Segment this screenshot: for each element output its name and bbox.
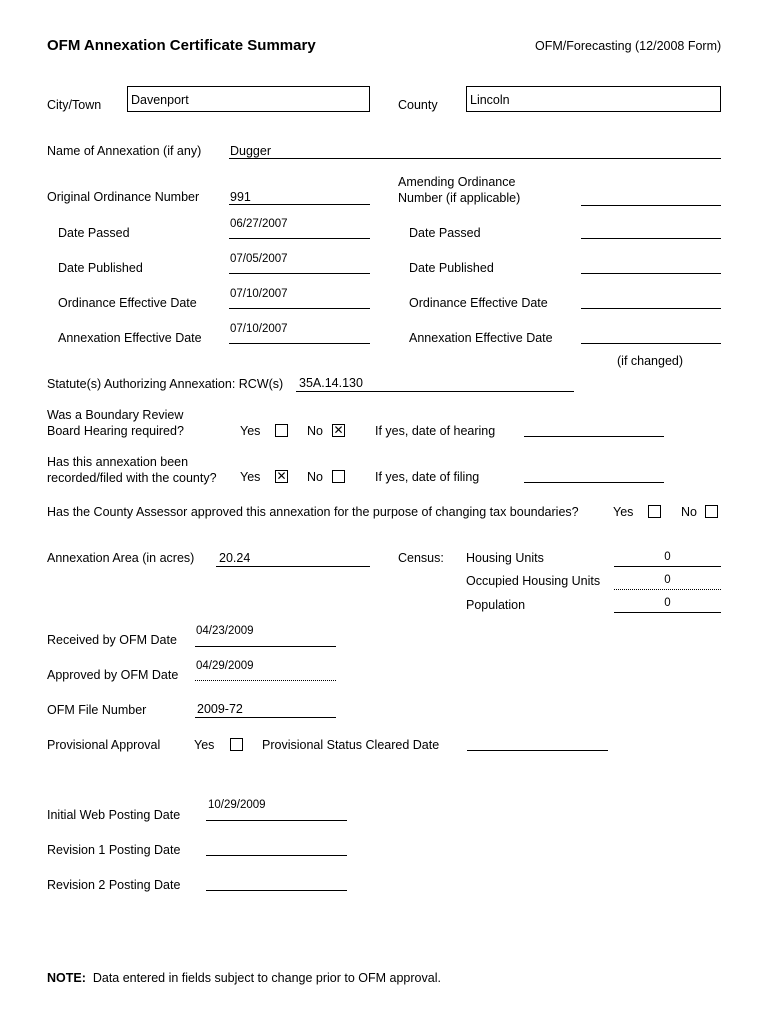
hearing-date-label: If yes, date of hearing	[375, 424, 496, 438]
original-date-passed-field[interactable]	[229, 238, 370, 239]
initial-posting-field[interactable]	[206, 820, 347, 821]
county-label: County	[398, 98, 438, 112]
boundary-review-yes-checkbox[interactable]	[275, 424, 288, 437]
original-annex-effective-label: Annexation Effective Date	[58, 331, 202, 345]
annexation-name-value: Dugger	[230, 144, 271, 158]
assessor-no-label: No	[681, 505, 697, 519]
occupied-housing-field[interactable]	[614, 589, 721, 590]
form-title: OFM Annexation Certificate Summary	[47, 37, 316, 54]
county-recorded-no-label: No	[307, 470, 323, 484]
original-annex-effective-value: 07/10/2007	[230, 323, 288, 335]
file-number-field[interactable]	[195, 717, 336, 718]
note	[47, 972, 441, 985]
occupied-housing-label: Occupied Housing Units	[466, 574, 601, 588]
provisional-yes-label: Yes	[194, 738, 215, 752]
approved-value: 04/29/2009	[196, 660, 254, 672]
original-effective-label: Ordinance Effective Date	[58, 296, 197, 310]
county-recorded-no-checkbox[interactable]	[332, 470, 345, 483]
hearing-date-field[interactable]	[524, 436, 664, 437]
form-id: OFM/Forecasting (12/2008 Form)	[535, 39, 722, 53]
housing-units-field[interactable]	[614, 566, 721, 567]
area-label: Annexation Area (in acres)	[47, 551, 195, 565]
file-number-value: 2009-72	[197, 702, 243, 716]
provisional-cleared-label: Provisional Status Cleared Date	[262, 738, 440, 752]
original-date-passed-label: Date Passed	[58, 226, 130, 240]
boundary-review-yes-label: Yes	[240, 424, 261, 438]
original-effective-value: 07/10/2007	[230, 288, 288, 300]
annexation-name-field[interactable]	[229, 158, 721, 159]
amending-effective-field[interactable]	[581, 308, 721, 309]
city-label: City/Town	[47, 98, 102, 112]
area-value: 20.24	[219, 551, 251, 565]
amending-number-field[interactable]	[581, 205, 721, 206]
amending-annex-effective-field[interactable]	[581, 343, 721, 344]
boundary-review-label-2: Board Hearing required?	[47, 424, 184, 438]
amending-effective-label: Ordinance Effective Date	[409, 296, 548, 310]
original-date-published-value: 07/05/2007	[230, 253, 288, 265]
assessor-question: Has the County Assessor approved this annexation for the purpose of changing tax boundaries?	[47, 505, 579, 519]
county-recorded-label-1: Has this annexation been	[47, 455, 189, 469]
county-recorded-label-2: recorded/filed with the county?	[47, 471, 217, 485]
filing-date-label: If yes, date of filing	[375, 470, 480, 484]
amending-annex-effective-label: Annexation Effective Date	[409, 331, 553, 345]
received-value: 04/23/2009	[196, 625, 254, 637]
county-value: Lincoln	[470, 93, 510, 107]
population-field[interactable]	[614, 612, 721, 613]
annexation-name-label: Name of Annexation (if any)	[47, 144, 202, 158]
revision1-label: Revision 1 Posting Date	[47, 843, 181, 857]
original-date-passed-value: 06/27/2007	[230, 218, 288, 230]
population-label: Population	[466, 598, 526, 612]
original-number-field[interactable]	[229, 204, 370, 205]
revision1-field[interactable]	[206, 855, 347, 856]
statute-field[interactable]	[296, 391, 574, 392]
census-label: Census:	[398, 551, 444, 565]
original-date-published-field[interactable]	[229, 273, 370, 274]
boundary-review-no-checkbox[interactable]: ✕	[333, 423, 344, 437]
received-field[interactable]	[195, 646, 336, 647]
city-value: Davenport	[131, 93, 189, 107]
amending-number-label-2: Number (if applicable)	[398, 191, 521, 205]
provisional-yes-checkbox[interactable]	[230, 738, 243, 751]
note-text: Data entered in fields subject to change prior to OFM approval.	[92, 971, 441, 985]
assessor-yes-checkbox[interactable]	[648, 505, 661, 518]
original-annex-effective-field[interactable]	[229, 343, 370, 344]
original-number-label: Original Ordinance Number	[47, 190, 200, 204]
housing-units-value: 0	[664, 551, 671, 563]
if-changed-note: (if changed)	[617, 354, 684, 368]
received-label: Received by OFM Date	[47, 633, 177, 647]
occupied-housing-value: 0	[664, 574, 671, 586]
amending-number-label-1: Amending Ordinance	[398, 175, 516, 189]
boundary-review-label-1: Was a Boundary Review	[47, 408, 184, 422]
county-recorded-yes-checkbox[interactable]: ✕	[276, 469, 287, 483]
provisional-label: Provisional Approval	[47, 738, 161, 752]
provisional-cleared-field[interactable]	[467, 750, 608, 751]
initial-posting-label: Initial Web Posting Date	[47, 808, 181, 822]
amending-date-published-field[interactable]	[581, 273, 721, 274]
county-recorded-yes-label: Yes	[240, 470, 261, 484]
amending-date-passed-label: Date Passed	[409, 226, 481, 240]
boundary-review-no-label: No	[307, 424, 323, 438]
housing-units-label: Housing Units	[466, 551, 544, 565]
approved-label: Approved by OFM Date	[47, 668, 179, 682]
amending-date-passed-field[interactable]	[581, 238, 721, 239]
revision2-label: Revision 2 Posting Date	[47, 878, 181, 892]
original-date-published-label: Date Published	[58, 261, 143, 275]
filing-date-field[interactable]	[524, 482, 664, 483]
revision2-field[interactable]	[206, 890, 347, 891]
assessor-no-checkbox[interactable]	[705, 505, 718, 518]
city-field[interactable]	[127, 86, 370, 112]
population-value: 0	[664, 597, 671, 609]
amending-date-published-label: Date Published	[409, 261, 494, 275]
note-label: NOTE:	[47, 971, 86, 985]
original-number-value: 991	[230, 190, 251, 204]
approved-field[interactable]	[195, 680, 336, 681]
statute-value: 35A.14.130	[299, 376, 363, 390]
county-field[interactable]	[466, 86, 721, 112]
area-field[interactable]	[216, 566, 370, 567]
file-number-label: OFM File Number	[47, 703, 147, 717]
statute-label: Statute(s) Authorizing Annexation: RCW(s)	[47, 377, 284, 391]
initial-posting-value: 10/29/2009	[208, 799, 266, 811]
assessor-yes-label: Yes	[613, 505, 634, 519]
original-effective-field[interactable]	[229, 308, 370, 309]
